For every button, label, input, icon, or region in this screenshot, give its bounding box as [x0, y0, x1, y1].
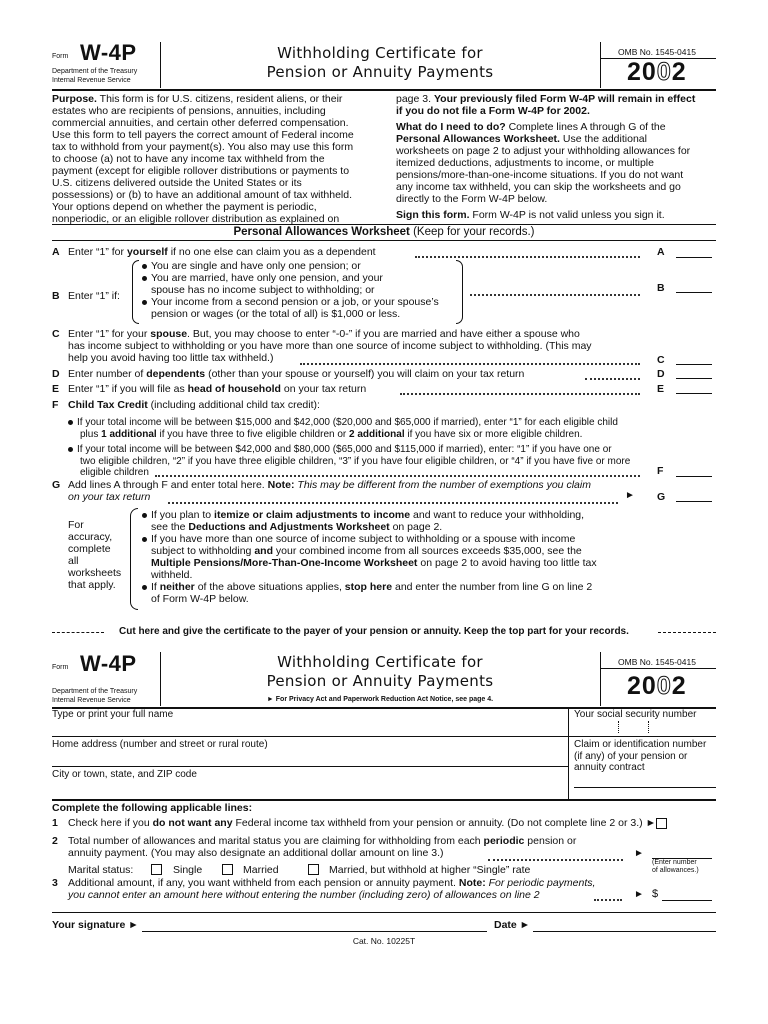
line-d-box-label: D: [657, 368, 665, 380]
line-f-letter: F: [52, 399, 59, 411]
name-label: Type or print your full name: [52, 709, 174, 720]
line-d-entry[interactable]: [676, 378, 712, 379]
date-field[interactable]: [533, 931, 716, 932]
line-3-arrow: ►: [634, 889, 644, 900]
line-b-letter: B: [52, 290, 60, 302]
line-f-text: Child Tax Credit (including additional child tax credit):: [68, 399, 320, 411]
ssn-field[interactable]: [574, 721, 714, 735]
line-2-number: 2: [52, 835, 58, 847]
line-d-text: Enter number of dependents (other than your spouse or yourself) you will claim on your tax return: [68, 368, 525, 380]
date-label: Date ►: [494, 919, 531, 931]
complete-heading: Complete the following applicable lines:: [52, 802, 253, 814]
claim-number-field[interactable]: [574, 787, 716, 788]
line-3-number: 3: [52, 877, 58, 889]
ssn-label: Your social security number: [574, 709, 697, 720]
signature-field[interactable]: [142, 931, 487, 932]
agency-line: Internal Revenue Service: [52, 77, 131, 84]
line-f-box-label: F: [657, 465, 664, 477]
dollar-sign: $: [652, 888, 659, 900]
single-label: Single: [173, 864, 203, 876]
accuracy-options: If you plan to itemize or claim adjustments to income and want to reduce your withholding, see the Deductions and Adjustments Worksheet on page 2. If you have more than one source of income subject to withholding or a spouse with income subject to withholding and your combined income from all sources exceeds $35,000, see the Multiple Pensions/More-Than-One-Income Worksheet on page 2 to avoid having too little tax withheld. If neither of the above situations applies, stop here and enter the number from line G on line 2 of Form W-4P below.: [142, 509, 647, 605]
line-b-conditions: You are single and have only one pension; or You are married, have only one pension, and your spouse has no income subject to withholding; or Your income from a second pension or a job, or your spouse’s pension or wages (or the total of all) is $1,000 or less.: [142, 260, 460, 320]
line-1-number: 1: [52, 817, 58, 829]
city-label: City or town, state, and ZIP code: [52, 769, 197, 780]
line-g-box-label: G: [657, 491, 666, 503]
line-a-box-label: A: [657, 246, 665, 258]
line-g-text: Add lines A through F and enter total here. Note: This may be different from the number of exemptions you claim on your tax return: [68, 479, 591, 503]
signature-label: Your signature ►: [52, 919, 139, 931]
omb-number: OMB No. 1545-0415: [618, 47, 696, 57]
city-field[interactable]: [52, 781, 564, 795]
accuracy-note: For accuracy, complete all worksheets that apply.: [68, 519, 122, 591]
single-checkbox[interactable]: [151, 864, 162, 875]
married-label: Married: [243, 864, 279, 876]
address-field[interactable]: [52, 751, 564, 765]
allowances-hint: (Enter number of allowances.): [652, 859, 699, 874]
address-label: Home address (number and street or rural route): [52, 739, 268, 750]
line-b-entry[interactable]: [676, 292, 712, 293]
line-1-text: Check here if you do not want any Federal income tax withheld from your pension or annuity. (Do not complete line 2 or 3.) ►: [68, 817, 656, 829]
form-number: W-4P: [80, 40, 137, 65]
line-a-letter: A: [52, 246, 60, 258]
line-f-entry[interactable]: [676, 476, 712, 477]
line-e-letter: E: [52, 383, 60, 395]
cert-agency-line: Internal Revenue Service: [52, 697, 131, 704]
purpose-paragraph: Purpose. This form is for U.S. citizens, resident aliens, or their estates who are recipients of pensions, annuities, including commercial annuities, and certain other deferred compensation. Use this form to tell payers the correct amount of Federal income tax to withhold from your payment(s). You also may use this form to choose (a) not to have any income tax withheld from the payment (except for eligible rollover distributions or payments to U.S. citizens delivered outside the United States or its possessions) or (b) to have an additional amount of tax withheld. Your options depend on whether the payment is periodic, nonperiodic, or an eligible rollover distribution as explained on: [52, 93, 354, 225]
cert-tax-year: 2002: [627, 672, 687, 700]
line-2-arrow: ►: [634, 848, 644, 859]
worksheet-title: Personal Allowances Worksheet (Keep for your records.): [233, 226, 535, 238]
marital-status-label: Marital status:: [68, 864, 134, 876]
line-d-letter: D: [52, 368, 60, 380]
privacy-notice: ► For Privacy Act and Paperwork Reduction Act Notice, see page 4.: [266, 696, 494, 703]
line-a-text: Enter “1” for yourself if no one else can claim you as a dependent: [68, 246, 376, 258]
tax-year: 2002: [627, 58, 687, 86]
married-higher-rate-checkbox[interactable]: [308, 864, 319, 875]
line-e-box-label: E: [657, 383, 665, 395]
cert-title: Withholding Certificate for Pension or Annuity Payments: [266, 653, 494, 690]
line-3-text: Additional amount, if any, you want withheld from each pension or annuity payment. Note: For periodic payments, you cannot enter an amount here without entering the number (including zero) of allowances on line 2: [68, 877, 596, 901]
instructions-paragraph: page 3. Your previously filed Form W-4P will remain in effect if you do not file a Form W-4P for 2002. What do I need to do? Complete lines A through G of the Personal Allowances Worksheet. Use the additional worksheets on page 2 to adjust your withholding allowances for itemized deductions, adjustments to income, or multiple pensions/more-than-one-income situations. If you do not want any income tax withheld, you can skip the worksheets and go directly to the Form W-4P below. Sign this form. Form W-4P is not valid unless you sign it.: [396, 93, 696, 221]
cert-form-label: Form: [52, 664, 69, 671]
line-a-entry[interactable]: [676, 257, 712, 258]
cert-department-line: Department of the Treasury: [52, 688, 138, 695]
married-higher-rate-label: Married, but withhold at higher “Single” rate: [329, 864, 531, 876]
line-e-entry[interactable]: [676, 393, 712, 394]
form-title: Withholding Certificate for Pension or Annuity Payments: [266, 44, 494, 81]
line-g-letter: G: [52, 479, 61, 491]
line-c-box-label: C: [657, 354, 665, 366]
cut-instruction: Cut here and give the certificate to the payer of your pension or annuity. Keep the top part for your records.: [119, 626, 629, 637]
line-c-entry[interactable]: [676, 364, 712, 365]
department-line: Department of the Treasury: [52, 68, 138, 75]
line-c-text: Enter “1” for your spouse. But, you may choose to enter “-0-” if you are married and have either a spouse who has income subject to withholding or you have more than one source of income subject to withholding. (This may help you avoid having too little tax withheld.): [68, 328, 592, 364]
name-field[interactable]: [52, 721, 564, 735]
form-label: Form: [52, 53, 69, 60]
line-2-text: Total number of allowances and marital status you are claiming for withholding from each periodic pension or annuity payment. (You may also designate an additional dollar amount on line 3.): [68, 835, 577, 859]
married-checkbox[interactable]: [222, 864, 233, 875]
line-f-bullet-2: If your total income will be between $42,000 and $80,000 ($65,000 and $115,000 if married), enter: “1” if you have one or two eligible children, “2” if you have three eligible children, “3” if you have four eligible children, or “4” if you have five or more eligible children: [68, 444, 648, 479]
claim-number-label: Claim or identification number (if any) of your pension or annuity contract: [574, 739, 707, 773]
line-g-entry[interactable]: [676, 501, 712, 502]
additional-amount-field[interactable]: [662, 900, 712, 901]
no-withholding-checkbox[interactable]: [656, 818, 667, 829]
line-f-bullet-1: If your total income will be between $15,000 and $42,000 ($20,000 and $65,000 if married), enter “1” for each eligible child plus 1 additional if you have three to five eligible children or 2 additional if you have six or more eligible children.: [68, 417, 648, 440]
cert-omb-number: OMB No. 1545-0415: [618, 657, 696, 667]
line-c-letter: C: [52, 328, 60, 340]
line-b-box-label: B: [657, 282, 665, 294]
line-b-text: Enter “1” if:: [68, 290, 120, 302]
line-e-text: Enter “1” if you will file as head of household on your tax return: [68, 383, 367, 395]
catalog-number: Cat. No. 10225T: [352, 936, 416, 946]
cert-form-number: W-4P: [80, 651, 137, 676]
